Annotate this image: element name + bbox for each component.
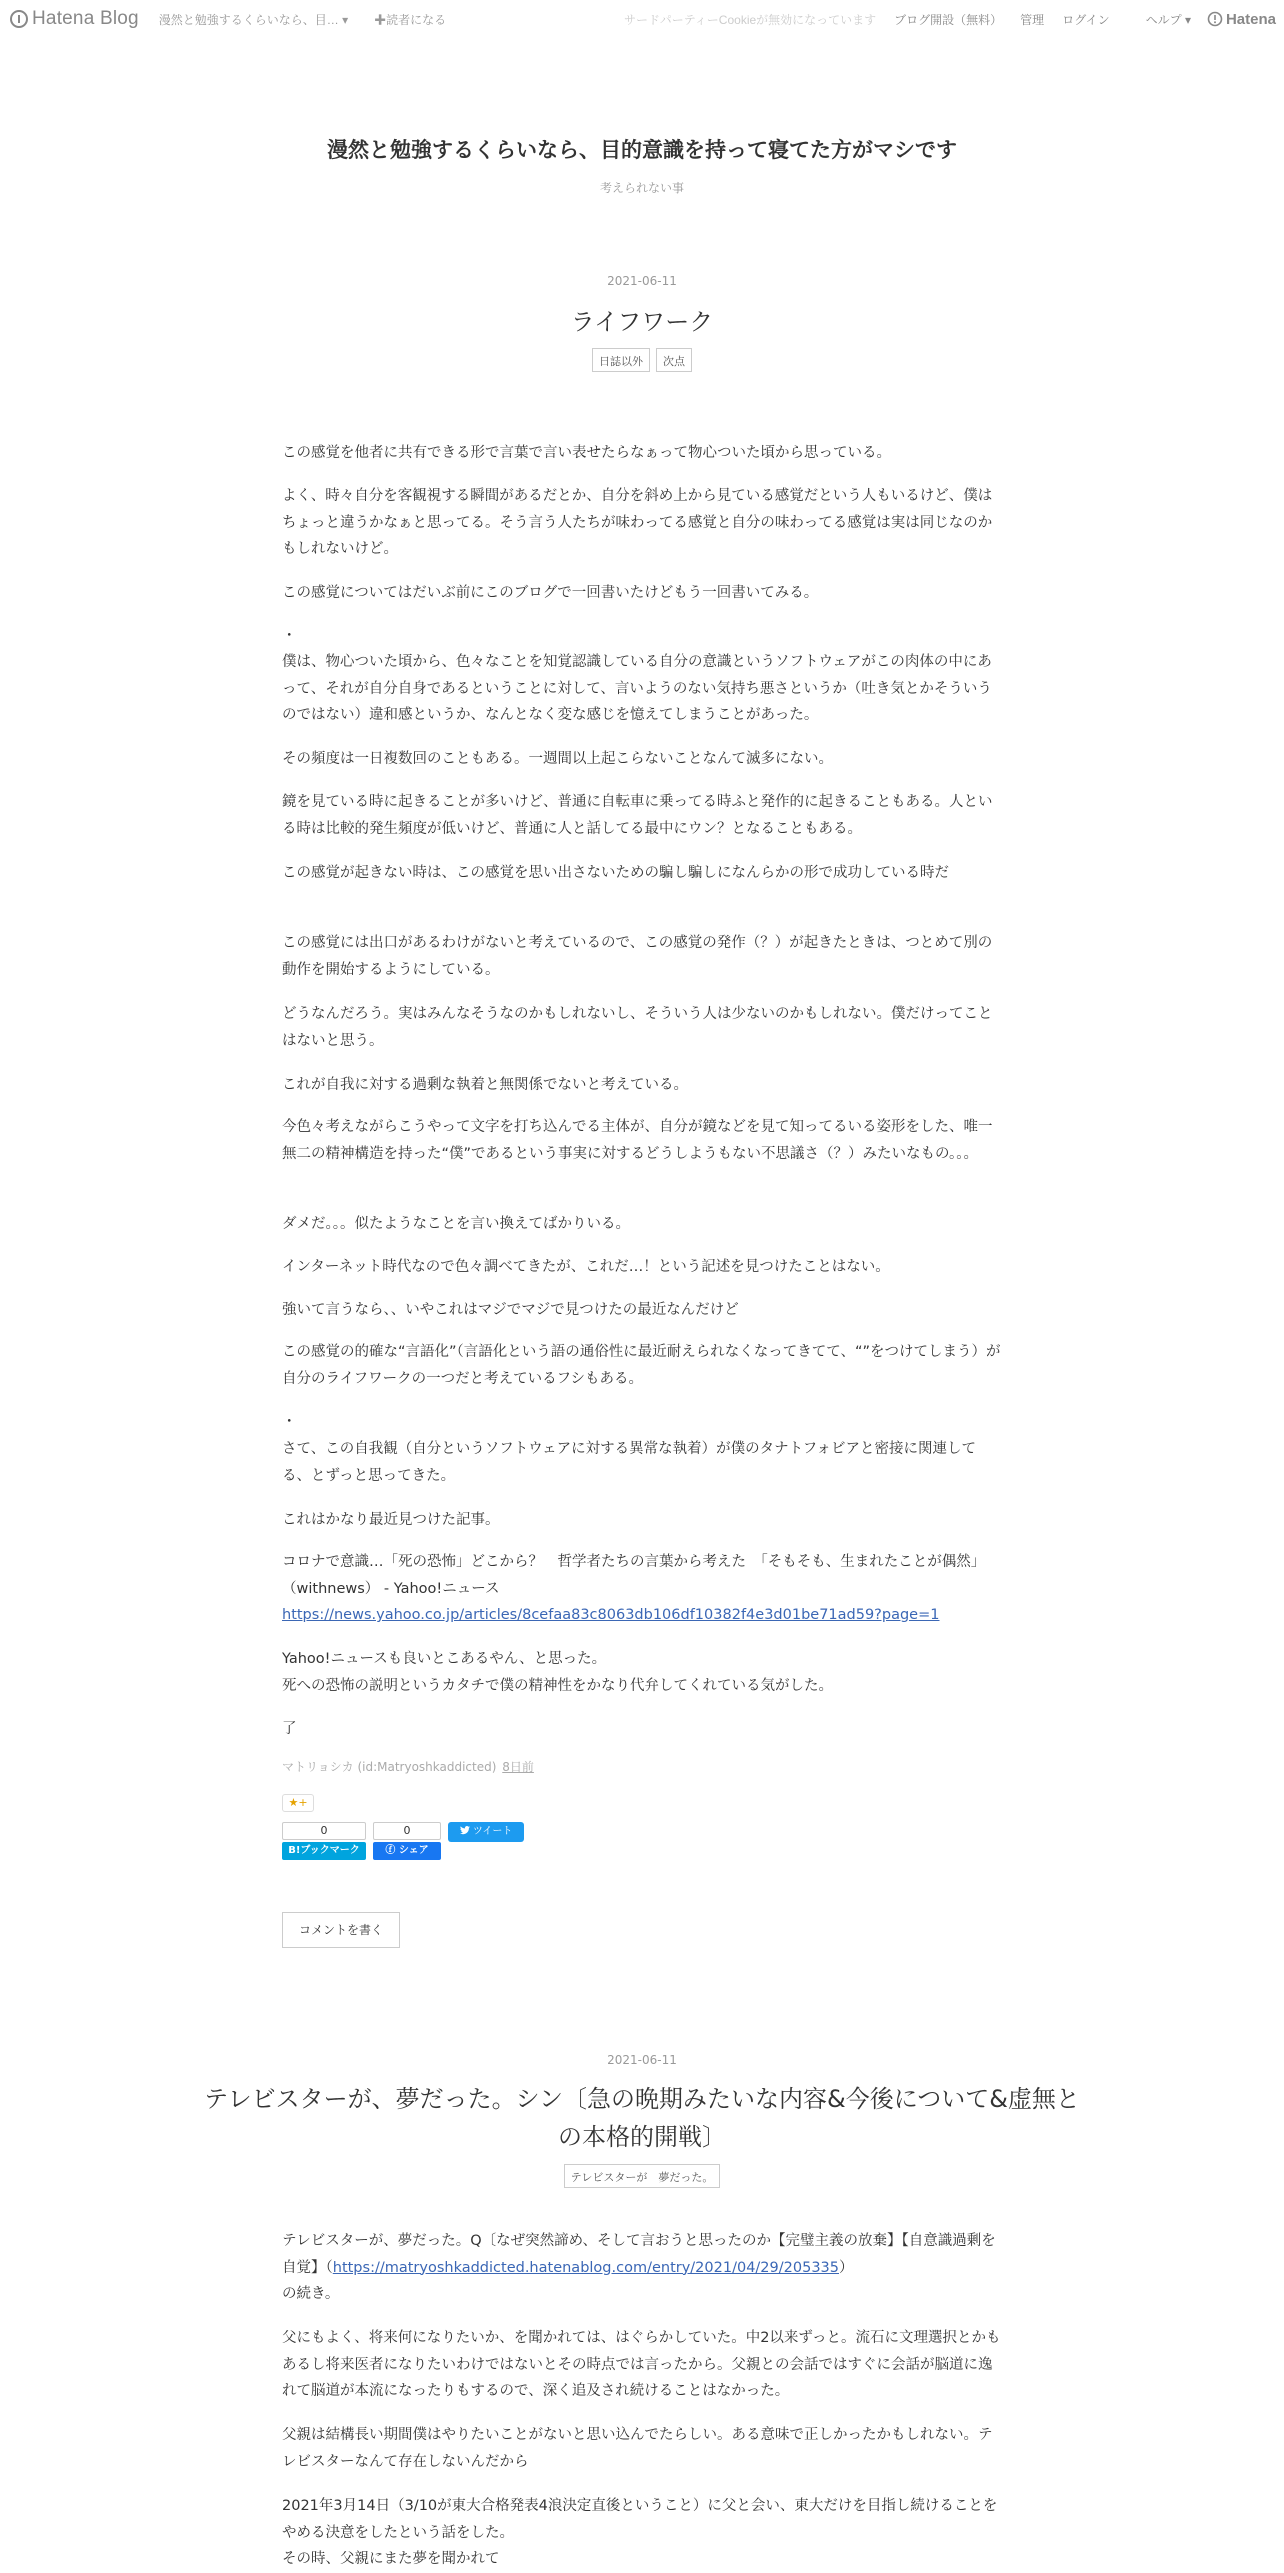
- logo-text: Hatena Blog: [32, 8, 139, 29]
- bookmark-button[interactable]: B!ブックマーク: [282, 1842, 366, 1860]
- facebook-share-button[interactable]: ⓕ シェア: [373, 1842, 441, 1860]
- create-blog-link[interactable]: ブログ開設（無料）: [894, 12, 1003, 27]
- paragraph: この感覚には出口があるわけがないと考えているので、この感覚の発作（？）が起きたときは、つとめて別の動作を開始するようにしている。: [282, 935, 993, 978]
- paragraph: ・: [282, 628, 297, 644]
- subscribe-button[interactable]: ✚読者になる: [374, 12, 447, 27]
- paragraph: ダメだ。。。似たようなことを言い換えてばかりいる。: [282, 1216, 630, 1232]
- link-context: コロナで意識…「死の恐怖」どこから？ 哲学者たちの言葉から考えた 「そもそも、生まれたことが偶然」（withnews） - Yahoo!ニュース: [282, 1554, 986, 1597]
- entry-title-line: の本格的開戦〕: [558, 2123, 726, 2151]
- category-tag[interactable]: 日誌以外: [592, 348, 650, 372]
- entry-categories: [0, 2164, 1284, 2188]
- paragraph: [282, 1549, 1002, 1629]
- bookmark-share: [282, 1822, 366, 1860]
- paragraph: その頻度は一日複数回のこともある。一週間以上起こらないことなんて滅多にない。: [282, 751, 833, 767]
- hatena-logo-icon: [10, 10, 28, 28]
- top-bar-right: [624, 0, 1284, 38]
- time-ago-link[interactable]: 8日前: [502, 1760, 534, 1774]
- entry-title-line: テレビスターが、夢だった。シン〔急の晩期みたいな内容&今後について&虚無と: [204, 2085, 1080, 2113]
- paragraph: 僕は、物心ついた頃から、色々なことを知覚認識している自分の意識というソフトウェアがこの肉体の中にあって、それが自分自身であるということに対して、言いようのない気持ち悪さというか（吐き気とかそういうのではない）違和感というか、なんとなく変な感じを憶えてしまうことがあった。: [282, 654, 992, 723]
- tweet-button[interactable]: ツイート: [448, 1822, 524, 1842]
- paragraph: 父親は結構長い期間僕はやりたいことがないと思い込んでたらしい。ある意味で正しかったかもしれない。テレビスターなんて存在しないんだから: [282, 2427, 993, 2470]
- paragraph: テレビスターが、夢だった。Q〔なぜ突然諦め、そして言おうと思ったのか【完璧主義の放棄】【自意識過剰を自覚】（https://matryoshkaddicted.hatenablog.com/entry/2021/04/29/205335） の続き。: [282, 2233, 996, 2302]
- paragraph: 今色々考えながらこうやって文字を打ち込んでる主体が、自分が鏡などを見て知ってるいる姿形をした、唯一無二の精神構造を持った“僕”であるという事実に対するどうしようもない不思議さ（？）みたいなもの。。。: [282, 1119, 993, 1162]
- help-dropdown[interactable]: ヘルプ ▾: [1145, 12, 1191, 27]
- write-comment-button[interactable]: コメントを書く: [282, 1912, 400, 1948]
- hatena-blog-logo[interactable]: [10, 8, 139, 30]
- twitter-bird-icon: [460, 1826, 470, 1835]
- blog-title[interactable]: 漫然と勉強するくらいなら、目的意識を持って寝てた方がマシです: [327, 138, 957, 162]
- paragraph: これはかなり最近見つけた記事。: [282, 1512, 500, 1528]
- paragraph: さて、この自我観（自分というソフトウェアに対する異常な執着）が僕のタナトフォビアと密接に関連してる、とずっと思ってきた。: [282, 1441, 976, 1484]
- paragraph-line: Yahoo!ニュースも良いとこあるやん、と思った。: [282, 1651, 607, 1667]
- paragraph: 強いて言うなら、、いやこれはマジでマジで見つけたの最近なんだけど: [282, 1302, 739, 1318]
- news-link[interactable]: https://news.yahoo.co.jp/articles/8cefaa83c8063db106df10382f4e3d01be71ad59?page=1: [282, 1607, 940, 1623]
- category-tag[interactable]: 次点: [656, 348, 692, 372]
- blog-description: 考えられない事: [599, 181, 684, 195]
- add-star-button[interactable]: ★+: [282, 1794, 314, 1812]
- entry-date[interactable]: 2021-06-11: [607, 2053, 677, 2067]
- facebook-share: [373, 1822, 441, 1860]
- entry-title[interactable]: ライフワーク: [570, 308, 714, 336]
- category-tag[interactable]: テレビスターが 夢だった。: [564, 2164, 721, 2188]
- paragraph: この感覚が起きない時は、この感覚を思い出さないための騙し騙しになんらかの形で成功している時だ: [282, 865, 949, 881]
- entry-categories: [0, 348, 1284, 372]
- hatena-icon: [1207, 11, 1223, 27]
- paragraph: 鏡を見ている時に起きることが多いけど、普通に自転車に乗ってる時ふと発作的に起きることもある。人といる時は比較的発生頻度が低いけど、普通に人と話してる最中にウン？となることもある。: [282, 794, 993, 837]
- paragraph: 了: [282, 1721, 297, 1737]
- facebook-count[interactable]: 0: [373, 1822, 441, 1840]
- author-link[interactable]: マトリョシカ (id:Matryoshkaddicted): [282, 1760, 497, 1774]
- paragraph: 父にもよく、将来何になりたいか、を聞かれては、はぐらかしていた。中2以来ずっと。流石に文理選択とかもあるし将来医者になりたいわけではないとその時点では言ったから。父親との会話ではすぐに会話が脳道に逸れて脳道が本流になったりもするので、深く追及され続けることはなかった。: [282, 2330, 1001, 2399]
- paragraph: どうなんだろう。実はみんなそうなのかもしれないし、そういう人は少ないのかもしれない。僕だけってことはないと思う。: [282, 1006, 993, 1049]
- hatena-link[interactable]: Hatena: [1207, 11, 1276, 28]
- paragraph: この感覚を他者に共有できる形で言葉で言い表せたらなぁって物心ついた頃から思っている。: [282, 445, 891, 461]
- entry-byline: [282, 1758, 534, 1775]
- blog-name-dropdown[interactable]: 漫然と勉強するくらいなら、目… ▾: [158, 12, 349, 27]
- paragraph-line: 死への恐怖の説明というカタチで僕の精神性をかなり代弁してくれている気がした。: [282, 1677, 833, 1694]
- admin-link[interactable]: 管理: [1020, 12, 1045, 27]
- paragraph: 2021年3月14日（3/10が東大合格発表4浪決定直後ということ）に父と会い、東大だけを目指し続けることをやめる決意をしたという話をした。 その時、父親にまた夢を聞かれて: [282, 2498, 998, 2567]
- cookie-notice[interactable]: サードパーティーCookieが無効になっています: [624, 12, 877, 27]
- entry-title[interactable]: [0, 2080, 1284, 2156]
- paragraph: これが自我に対する過剰な執着と無関係でないと考えている。: [282, 1077, 688, 1093]
- paragraph: よく、時々自分を客観視する瞬間があるだとか、自分を斜め上から見ている感覚だという人もいるけど、僕はちょっと違うかなぁと思ってる。そう言う人たちが味わってる感覚と自分の味わってる感覚は実は同じなのかもしれないけど。: [282, 488, 993, 557]
- paragraph: [282, 1646, 1002, 1699]
- paragraph: この感覚の的確な“言語化”（言語化という語の通俗性に最近耐えられなくなってきてて、“”をつけてしまう）が自分のライフワークの一つだと考えているフシもある。: [282, 1344, 1001, 1387]
- bookmark-count[interactable]: 0: [282, 1822, 366, 1840]
- paragraph: この感覚についてはだいぶ前にこのブログで一回書いたけどもう一回書いてみる。: [282, 585, 819, 601]
- paragraph: インターネット時代なので色々調べてきたが、これだ…！という記述を見つけたことはない。: [282, 1259, 890, 1275]
- top-bar: [0, 0, 1284, 38]
- previous-entry-link[interactable]: https://matryoshkaddicted.hatenablog.com/entry/2021/04/29/205335: [332, 2259, 839, 2276]
- paragraph: ・: [282, 1414, 297, 1430]
- entry-date[interactable]: 2021-06-11: [607, 274, 677, 288]
- login-link[interactable]: ログイン: [1062, 12, 1110, 27]
